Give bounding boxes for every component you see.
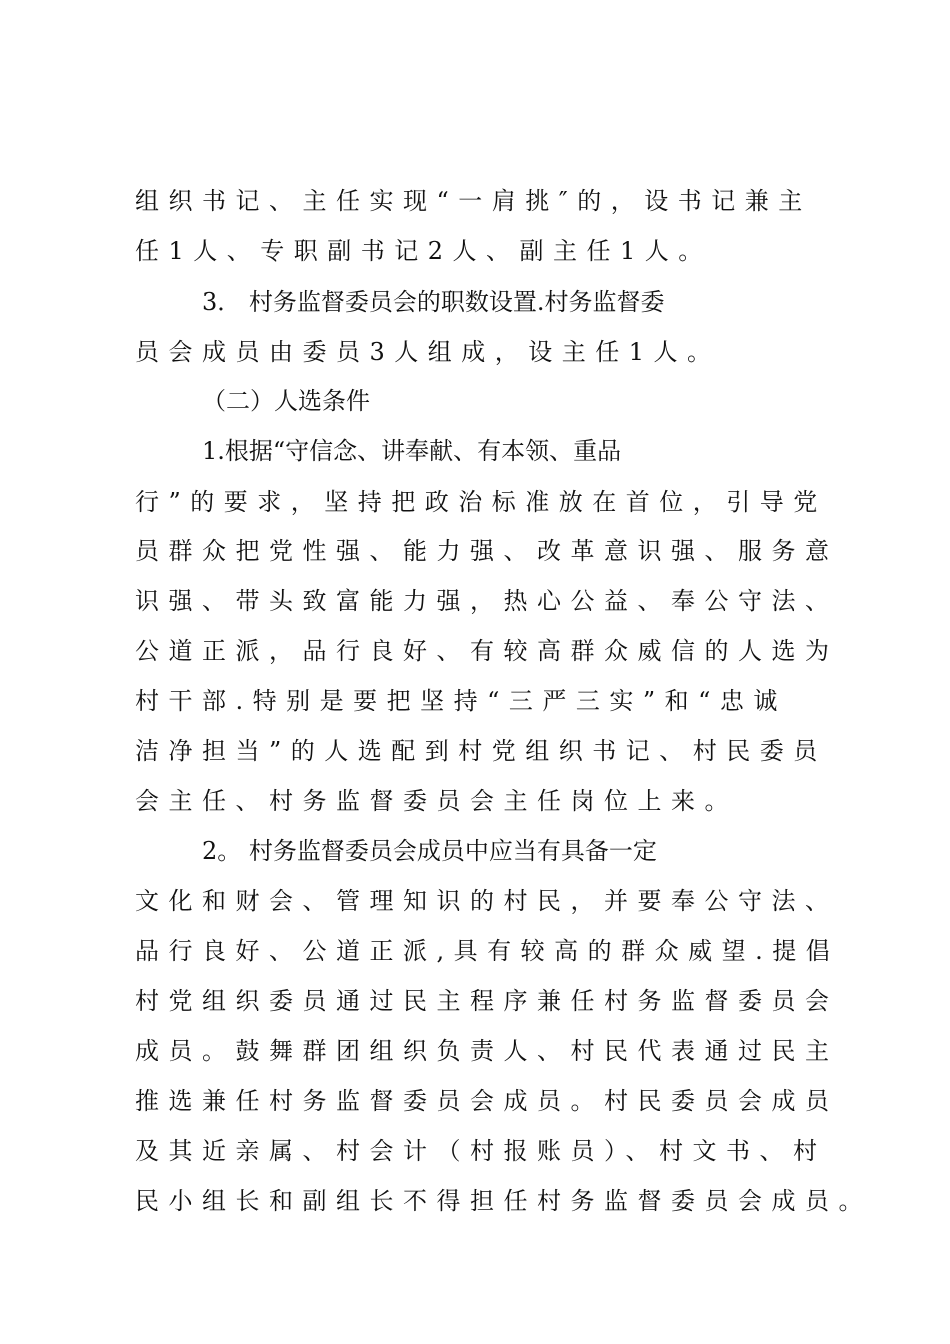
text-line: 会主任、村务监督委员会主任岗位上来。	[135, 787, 738, 815]
text-line: 员群众把党性强、能力强、改革意识强、服务意	[135, 537, 839, 565]
text-line: 行”的要求，坚持把政治标准放在首位，引导党	[135, 488, 827, 516]
text-line: 识强、带头致富能力强，热心公益、奉公守法、	[135, 587, 839, 615]
text-line: 公道正派，品行良好、有较高群众威信的人选为	[135, 637, 839, 665]
text-line: 组织书记、主任实现“一肩挑″的，设书记兼主	[135, 187, 812, 215]
text-line: 品行良好、公道正派,具有较高的群众威望.提倡	[135, 937, 840, 965]
text-line: 员会成员由委员3人组成，设主任1人。	[135, 338, 721, 366]
text-line: 洁净担当”的人选配到村党组织书记、村民委员	[135, 737, 827, 765]
text-line: 推选兼任村务监督委员会成员。村民委员会成员	[135, 1087, 839, 1115]
text-line: 村干部.特别是要把坚持“三严三实”和“忠诚	[135, 687, 787, 715]
paragraph-heading-2: 2。 村务监督委员会成员中应当有具备一定	[202, 837, 657, 865]
text-line: 任1人、专职副书记2人、副主任1人。	[135, 237, 712, 265]
paragraph-heading-1: 1.根据“守信念、讲奉献、有本领、重品	[202, 437, 622, 465]
text-line: 民小组长和副组长不得担任村务监督委员会成员。	[135, 1187, 872, 1215]
text-line: 成员。鼓舞群团组织负责人、村民代表通过民主	[135, 1037, 839, 1065]
paragraph-heading-3: 3． 村务监督委员会的职数设置.村务监督委	[202, 288, 665, 316]
text-line: 村党组织委员通过民主程序兼任村务监督委员会	[135, 987, 839, 1015]
text-line: 及其近亲属、村会计（村报账员）、村文书、村	[135, 1137, 827, 1165]
text-line: 文化和财会、管理知识的村民，并要奉公守法、	[135, 887, 839, 915]
section-heading: （二）人选条件	[202, 387, 370, 415]
